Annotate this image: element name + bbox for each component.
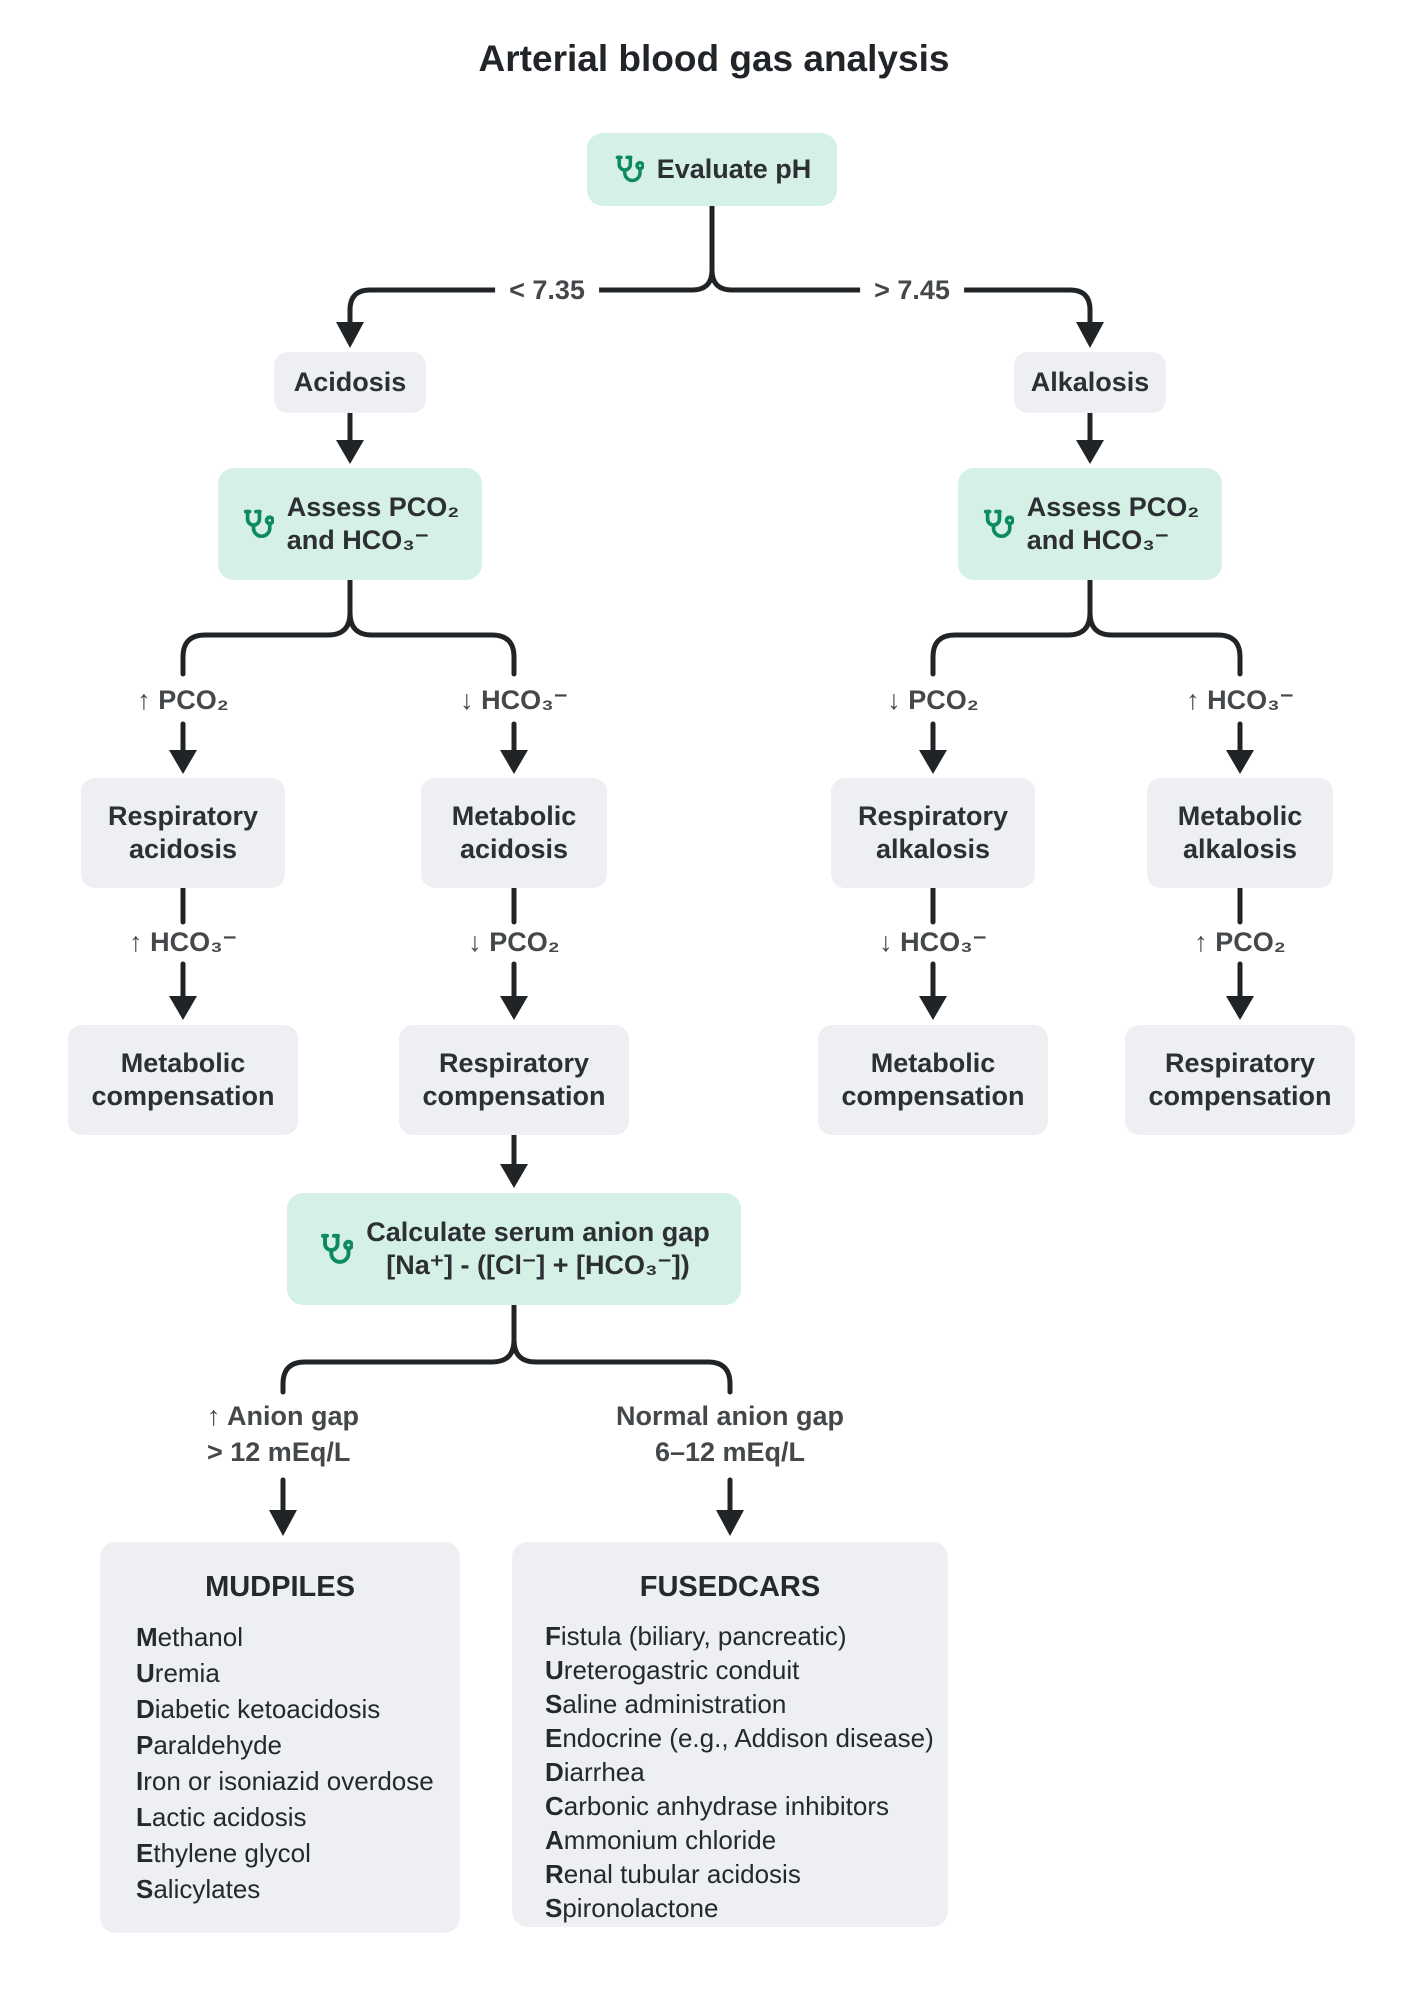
node-label: Metabolic compensation — [91, 1048, 275, 1111]
node-respiratory-compensation-1 — [399, 1025, 629, 1135]
node-label-line1: Assess PCO₂ — [286, 492, 460, 523]
node-metabolic-acidosis — [421, 778, 607, 888]
list-item: Iron or isoniazid overdose — [136, 1766, 434, 1796]
indicator-label: ↑ PCO₂ — [137, 685, 229, 715]
node-assess-alkalosis — [958, 468, 1222, 580]
node-label-line1: Assess PCO₂ — [1026, 492, 1200, 523]
list-item: Diabetic ketoacidosis — [136, 1694, 381, 1724]
node-calculate-anion-gap — [287, 1193, 741, 1305]
list-item: Renal tubular acidosis — [545, 1859, 801, 1889]
list-item: Diarrhea — [545, 1757, 645, 1787]
high-anion-gap-label — [207, 1398, 359, 1470]
node-label: Respiratory compensation — [1148, 1048, 1332, 1111]
list-item: Carbonic anhydrase inhibitors — [545, 1791, 889, 1821]
label-line1: Normal anion gap — [615, 1401, 845, 1431]
indicator-label: ↑ HCO₃⁻ — [1186, 685, 1294, 715]
node-label-line2: and HCO₃⁻ — [1026, 525, 1169, 555]
list-item: Ureterogastric conduit — [545, 1655, 800, 1685]
indicator-label: ↓ PCO₂ — [887, 685, 979, 715]
fusedcars-box — [512, 1542, 948, 1927]
node-label: Metabolic compensation — [841, 1048, 1025, 1111]
node-assess-acidosis — [218, 468, 482, 580]
label-line2: 6–12 mEq/L — [654, 1437, 806, 1467]
node-label: Respiratory alkalosis — [857, 801, 1009, 864]
mnemonic-title: FUSEDCARS — [639, 1571, 821, 1603]
stethoscope-icon — [241, 508, 274, 541]
compensation-indicator-label: ↑ HCO₃⁻ — [129, 927, 237, 957]
node-label: Respiratory acidosis — [107, 801, 259, 864]
node-label: Respiratory compensation — [422, 1048, 606, 1111]
label-line2: > 12 mEq/L — [207, 1437, 351, 1467]
node-respiratory-alkalosis — [831, 778, 1035, 888]
node-formula: [Na⁺] - ([Cl⁻] + [HCO₃⁻]) — [386, 1250, 690, 1280]
list-item: Saline administration — [545, 1689, 787, 1719]
node-label: Alkalosis — [1030, 367, 1150, 398]
ph-threshold-low-label: < 7.35 — [495, 272, 599, 308]
stethoscope-icon — [613, 154, 644, 185]
fusedcars-list — [545, 1619, 948, 1925]
list-item: Salicylates — [136, 1874, 261, 1904]
node-alkalosis — [1014, 352, 1166, 413]
node-label: Acidosis — [293, 367, 407, 398]
mnemonic-title: MUDPILES — [205, 1571, 355, 1603]
list-item: Methanol — [136, 1622, 243, 1652]
page-title: Arterial blood gas analysis — [478, 38, 950, 79]
list-item: Uremia — [136, 1658, 220, 1688]
node-label: Metabolic alkalosis — [1177, 801, 1303, 864]
ph-threshold-high-label: > 7.45 — [860, 272, 964, 308]
node-label-line1: Calculate serum anion gap — [366, 1217, 710, 1248]
node-evaluate-ph — [587, 133, 837, 206]
stethoscope-icon — [318, 1232, 353, 1267]
node-respiratory-acidosis — [81, 778, 285, 888]
normal-anion-gap-label — [616, 1398, 844, 1470]
node-respiratory-compensation-2 — [1125, 1025, 1355, 1135]
mudpiles-list — [136, 1619, 460, 1907]
label-line1: ↑ Anion gap — [207, 1401, 359, 1431]
node-metabolic-alkalosis — [1147, 778, 1333, 888]
compensation-indicator-label: ↓ PCO₂ — [468, 927, 560, 957]
node-label-line2: and HCO₃⁻ — [286, 525, 429, 555]
compensation-indicator-label: ↑ PCO₂ — [1194, 927, 1286, 957]
list-item: Ethylene glycol — [136, 1838, 311, 1868]
list-item: Endocrine (e.g., Addison disease) — [545, 1723, 934, 1753]
node-metabolic-compensation-1 — [68, 1025, 298, 1135]
compensation-indicator-label: ↓ HCO₃⁻ — [879, 927, 987, 957]
list-item: Lactic acidosis — [136, 1802, 307, 1832]
node-acidosis — [274, 352, 426, 413]
stethoscope-icon — [981, 508, 1014, 541]
list-item: Paraldehyde — [136, 1730, 282, 1760]
list-item: Ammonium chloride — [545, 1825, 777, 1855]
node-metabolic-compensation-2 — [818, 1025, 1048, 1135]
node-label: Evaluate pH — [656, 154, 812, 185]
list-item: Fistula (biliary, pancreatic) — [545, 1621, 847, 1651]
indicator-label: ↓ HCO₃⁻ — [460, 685, 568, 715]
node-label: Metabolic acidosis — [451, 801, 577, 864]
list-item: Spironolactone — [545, 1893, 719, 1923]
mudpiles-box — [100, 1542, 460, 1933]
